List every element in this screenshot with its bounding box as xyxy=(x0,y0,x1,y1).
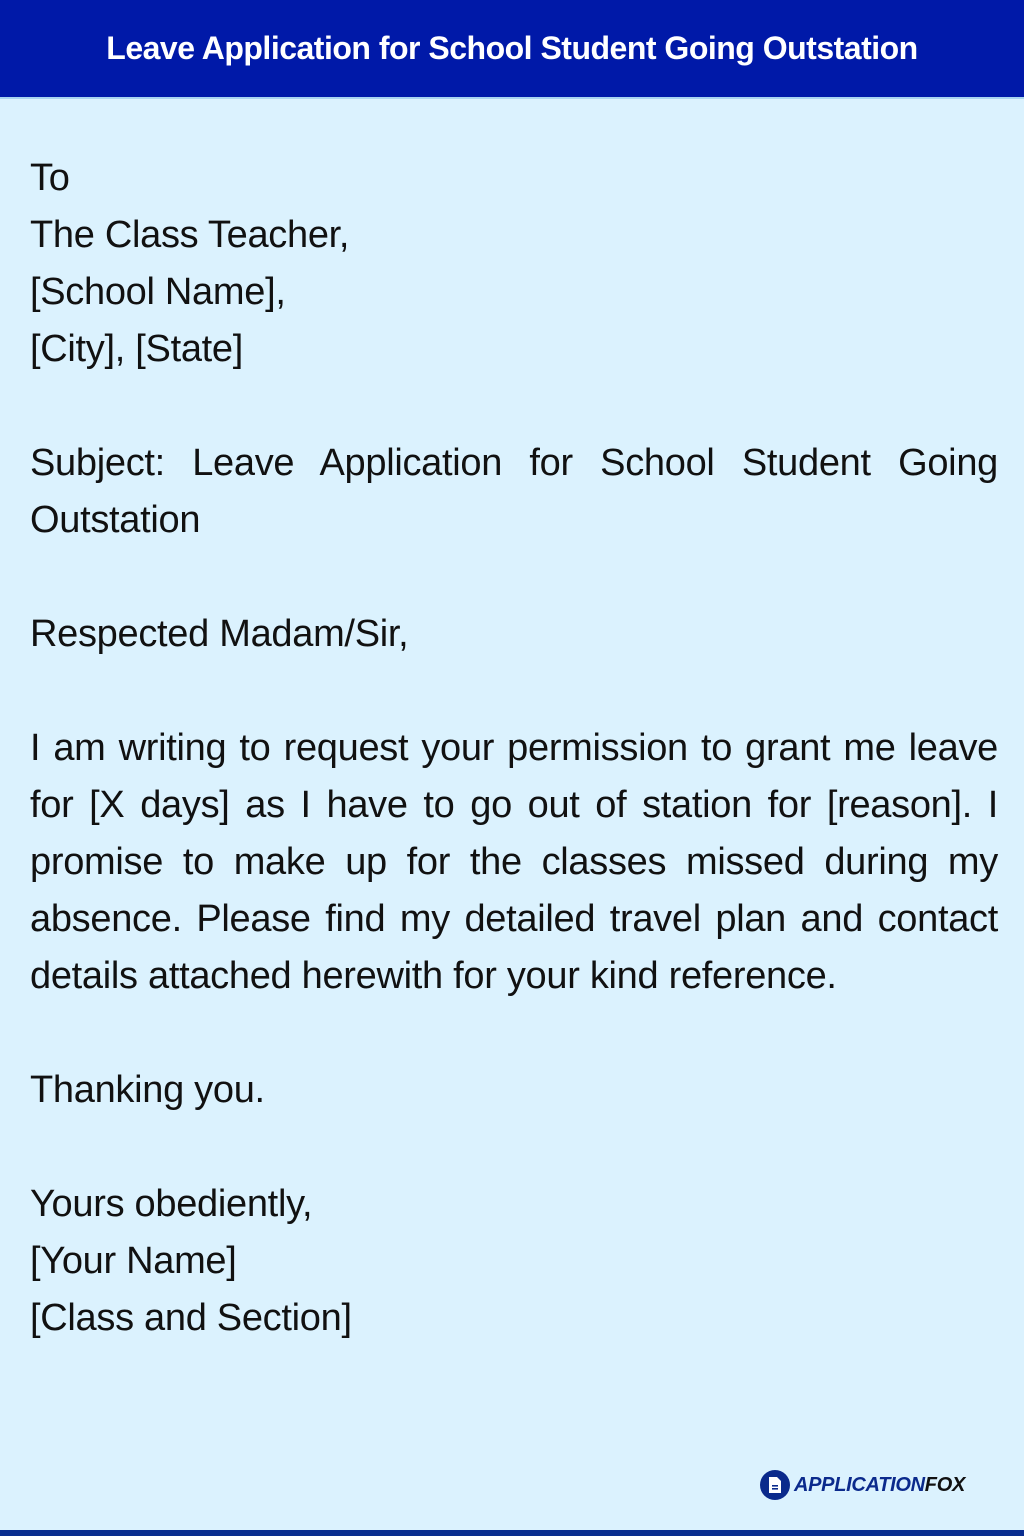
thanks-line: Thanking you. xyxy=(30,1069,265,1111)
spacer xyxy=(30,1005,998,1062)
spacer xyxy=(30,663,998,720)
spacer xyxy=(30,378,998,435)
applicationfox-logo xyxy=(760,1470,965,1500)
address-line: [City], [State] xyxy=(30,328,244,370)
sender-name: [Your Name] xyxy=(30,1240,237,1282)
logo-wordmark: APPLICATIONFOX xyxy=(794,1473,965,1496)
address-line: [School Name], xyxy=(30,271,286,313)
page-title: Leave Application for School Student Going Outstation xyxy=(106,30,918,66)
address-line: To xyxy=(30,157,70,199)
recipient-address xyxy=(30,150,998,378)
salutation: Respected Madam/Sir, xyxy=(30,613,409,655)
closing-line: Yours obediently, xyxy=(30,1183,313,1225)
letter-body xyxy=(30,150,998,1347)
spacer xyxy=(30,1119,998,1176)
header-banner xyxy=(0,0,1024,97)
header-divider xyxy=(0,97,1024,99)
subject-line: Subject: Leave Application for School Student Going Outstation xyxy=(30,442,998,541)
closing-block xyxy=(30,1176,998,1347)
document-icon xyxy=(760,1470,790,1500)
body-paragraph: I am writing to request your permission to grant me leave for [X days] as I have to go out of station for [reason]. I promise to make up for the classes missed during my absence. Please find my detailed travel plan and contact details attached herewith for your kind reference. xyxy=(30,727,998,997)
sender-class: [Class and Section] xyxy=(30,1297,352,1339)
address-line: The Class Teacher, xyxy=(30,214,350,256)
footer-bar xyxy=(0,1530,1024,1536)
spacer xyxy=(30,549,998,606)
